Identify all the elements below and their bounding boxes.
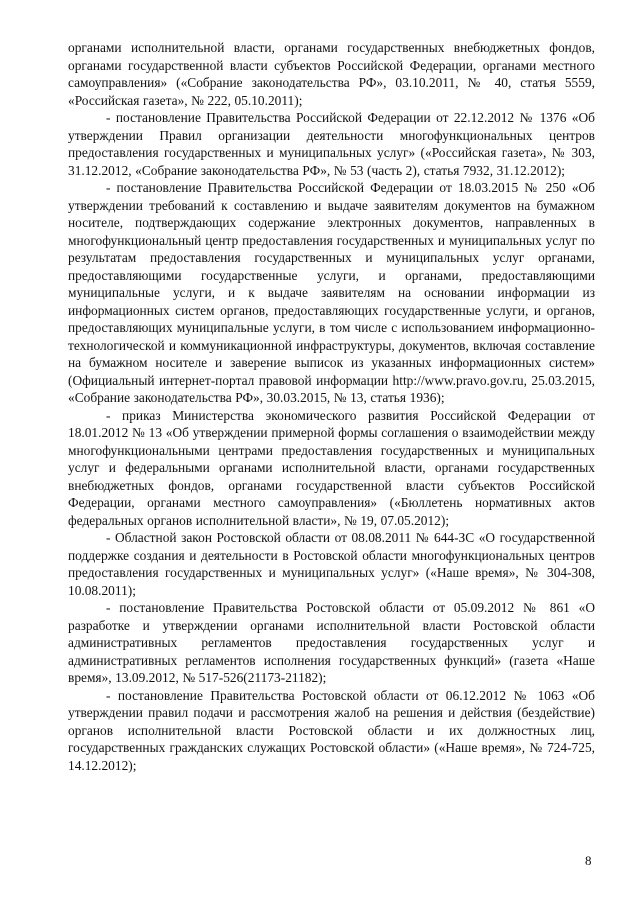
paragraph-regional-law-644: - Областной закон Ростовской области от 08.08.2011 № 644-ЗС «О государственной поддержке создания и деятельности в Ростовской области многофункциональных центров предоставления государственных и муниципальных услуг» («Наше время», № 304-308, 10.08.2011); <box>68 530 595 598</box>
paragraph-continuation: органами исполнительной власти, органами государственных внебюджетных фондов, органами государственной власти субъектов Российской Федерации, органами местного самоуправления» («Собрание законодательства РФ», 03.10.2011, № 40, статья 5559, «Российская газета», № 222, 05.10.2011); <box>68 40 595 108</box>
paragraph-decree-1063: - постановление Правительства Ростовской области от 06.12.2012 № 1063 «Об утверждении правил подачи и рассмотрения жалоб на решения и действия (бездействие) органов исполнительной власти Ростовской области и их должностных лиц, государственных гражданских служащих Ростовской области» («Наше время», № 724-725, 14.12.2012); <box>68 687 595 773</box>
page-number: 8 <box>585 853 592 868</box>
paragraph-decree-861: - постановление Правительства Ростовской области от 05.09.2012 № 861 «О разработке и утверждении органами исполнительной власти Ростовской области административных регламентов предоставления государственных услуг и административных регламентов исполнения государственных функций» (газета «Наше время», 13.09.2012, № 517-526(21173-21182); <box>68 600 595 685</box>
document-body <box>68 39 595 774</box>
paragraph-decree-1376: - постановление Правительства Российской Федерации от 22.12.2012 № 1376 «Об утверждении Правил организации деятельности многофункциональных центров предоставления государственных и муниципальных услуг» («Российская газета», № 303, 31.12.2012, «Собрание законодательства РФ», № 53 (часть 2), статья 7932, 31.12.2012); <box>68 110 595 178</box>
paragraph-order-13: - приказ Министерства экономического развития Российской Федерации от 18.01.2012 № 13 «Об утверждении примерной формы соглашения о взаимодействии между многофункциональными центрами предоставления государственных и муниципальных услуг и федеральными органами исполнительной власти, органами государственных внебюджетных фондов, органами государственной власти субъектов Российской Федерации, органами местного самоуправления» («Бюллетень нормативных актов федеральных органов исполнительной власти», № 19, 07.05.2012); <box>68 407 595 528</box>
paragraph-decree-250: - постановление Правительства Российской Федерации от 18.03.2015 № 250 «Об утверждении требований к составлению и выдаче заявителям документов на бумажном носителе, подтверждающих содержание электронных документов, направленных в многофункциональный центр предоставления государственных и муниципальных услуг по результатам предоставления государственных и муниципальных услуг органами, предоставляющими государственные услуги, и органами, предоставляющими муниципальные услуги, и к выдаче заявителям на основании информации из информационных систем органов, предоставляющих государственные услуги, и органов, предоставляющих муниципальные услуги, в том числе с использованием информационно-технологической и коммуникационной инфраструктуры, документов, включая составление на бумажном носителе и заверение выписок из указанных информационных систем» (Официальный интернет-портал правовой информации http://www.pravo.gov.ru, 25.03.2015, «Собрание законодательства РФ», 30.03.2015, № 13, статья 1936); <box>68 180 595 405</box>
